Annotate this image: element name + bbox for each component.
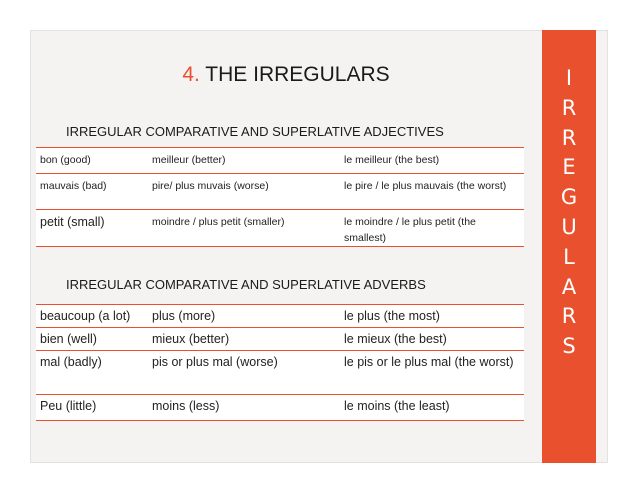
side-label-bar xyxy=(542,30,596,463)
title-text: THE IRREGULARS xyxy=(205,63,390,86)
table-cell: mieux (better) xyxy=(148,328,340,351)
table-cell: bon (good) xyxy=(36,148,148,174)
adverbs-heading: IRREGULAR COMPARATIVE AND SUPERLATIVE ADVERBS xyxy=(66,277,426,292)
side-letter: S xyxy=(562,334,576,359)
adverbs-table xyxy=(36,304,524,421)
table-cell: le moindre / le plus petit (the smallest) xyxy=(340,210,524,247)
table-row xyxy=(36,351,524,395)
side-letter: R xyxy=(561,304,577,329)
title-number: 4. xyxy=(182,63,200,86)
table-cell: mauvais (bad) xyxy=(36,174,148,210)
table-cell: le meilleur (the best) xyxy=(340,148,524,174)
adjectives-heading: IRREGULAR COMPARATIVE AND SUPERLATIVE ADJECTIVES xyxy=(66,124,444,139)
side-letter: R xyxy=(561,95,577,120)
slide-title xyxy=(30,63,542,87)
table-cell: le pis or le plus mal (the worst) xyxy=(340,351,524,395)
table-cell: beaucoup (a lot) xyxy=(36,305,148,328)
table-cell: moins (less) xyxy=(148,395,340,421)
table-cell: moindre / plus petit (smaller) xyxy=(148,210,340,247)
side-letter: U xyxy=(561,214,577,239)
table-cell: le moins (the least) xyxy=(340,395,524,421)
side-letter: A xyxy=(561,274,577,299)
side-letter: R xyxy=(561,125,577,150)
table-cell: le pire / le plus mauvais (the worst) xyxy=(340,174,524,210)
table-cell: plus (more) xyxy=(148,305,340,328)
table-row xyxy=(36,210,524,247)
table-cell: le mieux (the best) xyxy=(340,328,524,351)
side-letter: G xyxy=(560,185,578,210)
table-row xyxy=(36,395,524,421)
table-cell: meilleur (better) xyxy=(148,148,340,174)
table-cell: pis or plus mal (worse) xyxy=(148,351,340,395)
table-cell: bien (well) xyxy=(36,328,148,351)
adjectives-table xyxy=(36,147,524,247)
table-cell: Peu (little) xyxy=(36,395,148,421)
table-row xyxy=(36,148,524,174)
table-row xyxy=(36,174,524,210)
table-cell: petit (small) xyxy=(36,210,148,247)
table-cell: pire/ plus muvais (worse) xyxy=(148,174,340,210)
side-letter: E xyxy=(562,155,576,180)
table-cell: le plus (the most) xyxy=(340,305,524,328)
table-row xyxy=(36,305,524,328)
table-cell: mal (badly) xyxy=(36,351,148,395)
side-letter: L xyxy=(563,244,575,269)
side-letter: I xyxy=(565,66,573,90)
table-row xyxy=(36,328,524,351)
